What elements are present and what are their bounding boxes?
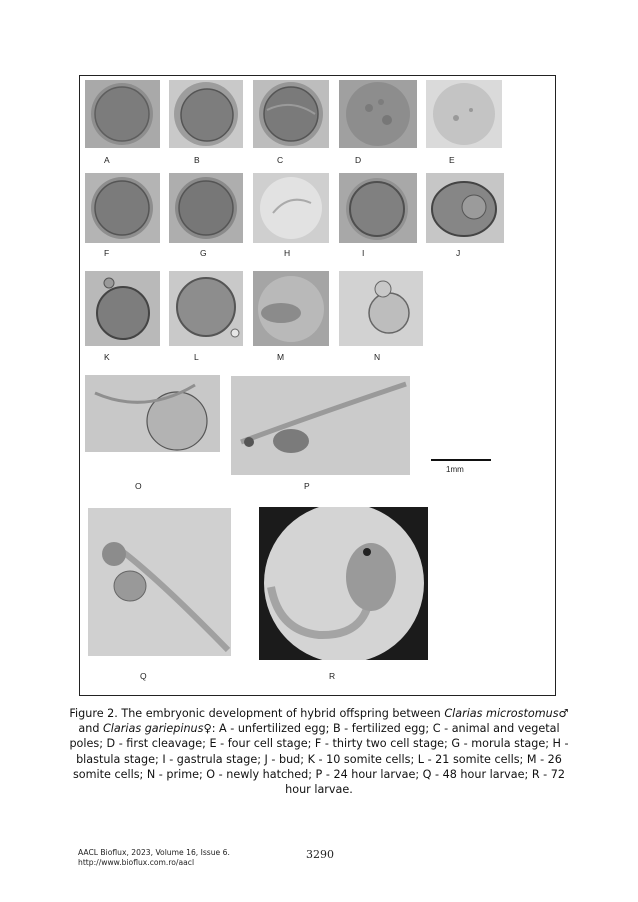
panel-n-image bbox=[339, 271, 423, 346]
panel-q-label: Q bbox=[140, 671, 147, 681]
panel-e-image bbox=[426, 80, 502, 148]
panel-m-label: M bbox=[277, 352, 285, 362]
scale-bar bbox=[431, 459, 491, 461]
caption-species-1: Clarias microstomus bbox=[444, 707, 559, 720]
panel-f-label: F bbox=[104, 248, 110, 258]
panel-c-image bbox=[253, 80, 329, 148]
panel-c-label: C bbox=[277, 155, 284, 165]
panel-m-image bbox=[253, 271, 329, 346]
panel-j-label: J bbox=[456, 248, 461, 258]
caption-species-2: Clarias gariepinus bbox=[102, 722, 204, 736]
panel-b-label: B bbox=[194, 155, 200, 165]
panel-d-image bbox=[339, 80, 417, 148]
panel-e-label: E bbox=[449, 155, 455, 165]
panel-k-label: K bbox=[104, 352, 110, 362]
caption-lead: Figure 2. The embryonic development of hybrid offspring between bbox=[69, 707, 445, 720]
panel-o-label: O bbox=[135, 481, 142, 491]
panel-l-image bbox=[169, 271, 243, 346]
panel-r-image bbox=[259, 507, 428, 660]
panel-g-image bbox=[169, 173, 243, 243]
panel-l-label: L bbox=[194, 352, 199, 362]
panel-h-image bbox=[253, 173, 329, 243]
caption-male-symbol: ♂ bbox=[558, 707, 569, 720]
panel-q-image bbox=[88, 508, 231, 656]
page-number: 3290 bbox=[306, 848, 334, 861]
panel-d-label: D bbox=[355, 155, 362, 165]
panel-n-label: N bbox=[374, 352, 381, 362]
panel-a-image bbox=[85, 80, 160, 148]
panel-h-label: H bbox=[284, 248, 291, 258]
footer-journal-line: AACL Bioflux, 2023, Volume 16, Issue 6. bbox=[78, 848, 230, 857]
panel-r-label: R bbox=[329, 671, 336, 681]
footer-url: http://www.bioflux.com.ro/aacl bbox=[78, 858, 195, 867]
panel-j-image bbox=[426, 173, 504, 243]
panel-b-image bbox=[169, 80, 243, 148]
panel-f-image bbox=[85, 173, 160, 243]
panel-k-image bbox=[85, 271, 160, 346]
caption-female-symbol: ♀ bbox=[203, 722, 212, 736]
panel-i-label: I bbox=[362, 248, 365, 258]
caption-rest: : A - unfertilized egg; B - fertilized egg; C - animal and vegetal poles; D - first cleavage; E - four cell stage; F - thirty two cell stage; G - morula stage; H - blastula stage; I - gastrula stage; J - bud; K - 10 somite cells; L - 21 somite cells; M - 26 somite cells; N - prime; O - newly hatched; P - 24 hour larvae; Q - 48 hour larvae; R - 72 hour larvae. bbox=[69, 722, 569, 797]
panel-g-label: G bbox=[200, 248, 207, 258]
footer-journal bbox=[78, 848, 230, 868]
panel-i-image bbox=[339, 173, 417, 243]
caption-and: and bbox=[78, 722, 103, 736]
figure-caption bbox=[66, 706, 572, 797]
panel-o-image bbox=[85, 375, 220, 452]
panel-a-label: A bbox=[104, 155, 110, 165]
panel-p-label: P bbox=[304, 481, 310, 491]
panel-p-image bbox=[231, 376, 410, 475]
scale-bar-label: 1mm bbox=[446, 465, 464, 474]
